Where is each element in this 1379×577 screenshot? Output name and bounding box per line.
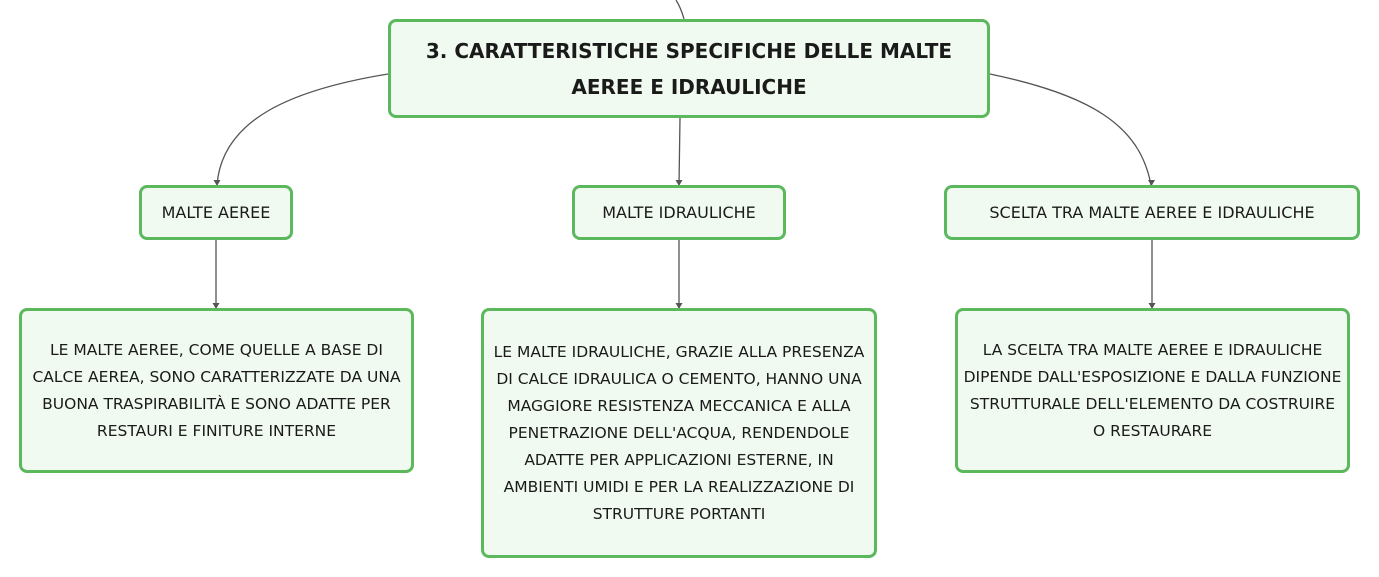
root-node[interactable] bbox=[388, 19, 990, 118]
parent-connector bbox=[676, 0, 684, 19]
root-title: 3. CARATTERISTICHE SPECIFICHE DELLE MALTE AEREE E IDRAULICHE bbox=[425, 38, 953, 99]
category-label: MALTE IDRAULICHE bbox=[602, 202, 756, 222]
connector-root-to-malte-aeree bbox=[217, 74, 388, 185]
description-node-malte-idrauliche[interactable] bbox=[481, 308, 877, 558]
description-text: LE MALTE IDRAULICHE, GRAZIE ALLA PRESENZA DI CALCE IDRAULICA O CEMENTO, HANNO UNA MAGGIORE RESISTENZA MECCANICA E ALLA PENETRAZIONE DELL'ACQUA, RENDENDOLE ADATTE PER APPLICAZIONI ESTERNE, IN AMBIENTI UMIDI E PER LA REALIZZAZIONE DI STRUTTURE PORTANTI bbox=[493, 342, 865, 523]
category-label: MALTE AEREE bbox=[161, 202, 271, 222]
connector-root-to-scelta bbox=[990, 74, 1151, 185]
description-text: LE MALTE AEREE, COME QUELLE A BASE DI CALCE AEREA, SONO CARATTERIZZATE DA UNA BUONA TRASPIRABILITÀ E SONO ADATTE PER RESTAURI E FINITURE INTERNE bbox=[32, 340, 401, 440]
connector-root-to-malte-idrauliche bbox=[679, 118, 680, 185]
category-node-scelta[interactable] bbox=[944, 185, 1360, 240]
category-label: SCELTA TRA MALTE AEREE E IDRAULICHE bbox=[989, 202, 1315, 222]
category-node-malte-idrauliche[interactable] bbox=[572, 185, 786, 240]
description-text: LA SCELTA TRA MALTE AEREE E IDRAULICHE DIPENDE DALL'ESPOSIZIONE E DALLA FUNZIONE STRUTTURALE DELL'ELEMENTO DA COSTRUIRE O RESTAURARE bbox=[963, 340, 1342, 440]
description-node-malte-aeree[interactable] bbox=[19, 308, 414, 473]
category-node-malte-aeree[interactable] bbox=[139, 185, 293, 240]
description-node-scelta[interactable] bbox=[955, 308, 1350, 473]
